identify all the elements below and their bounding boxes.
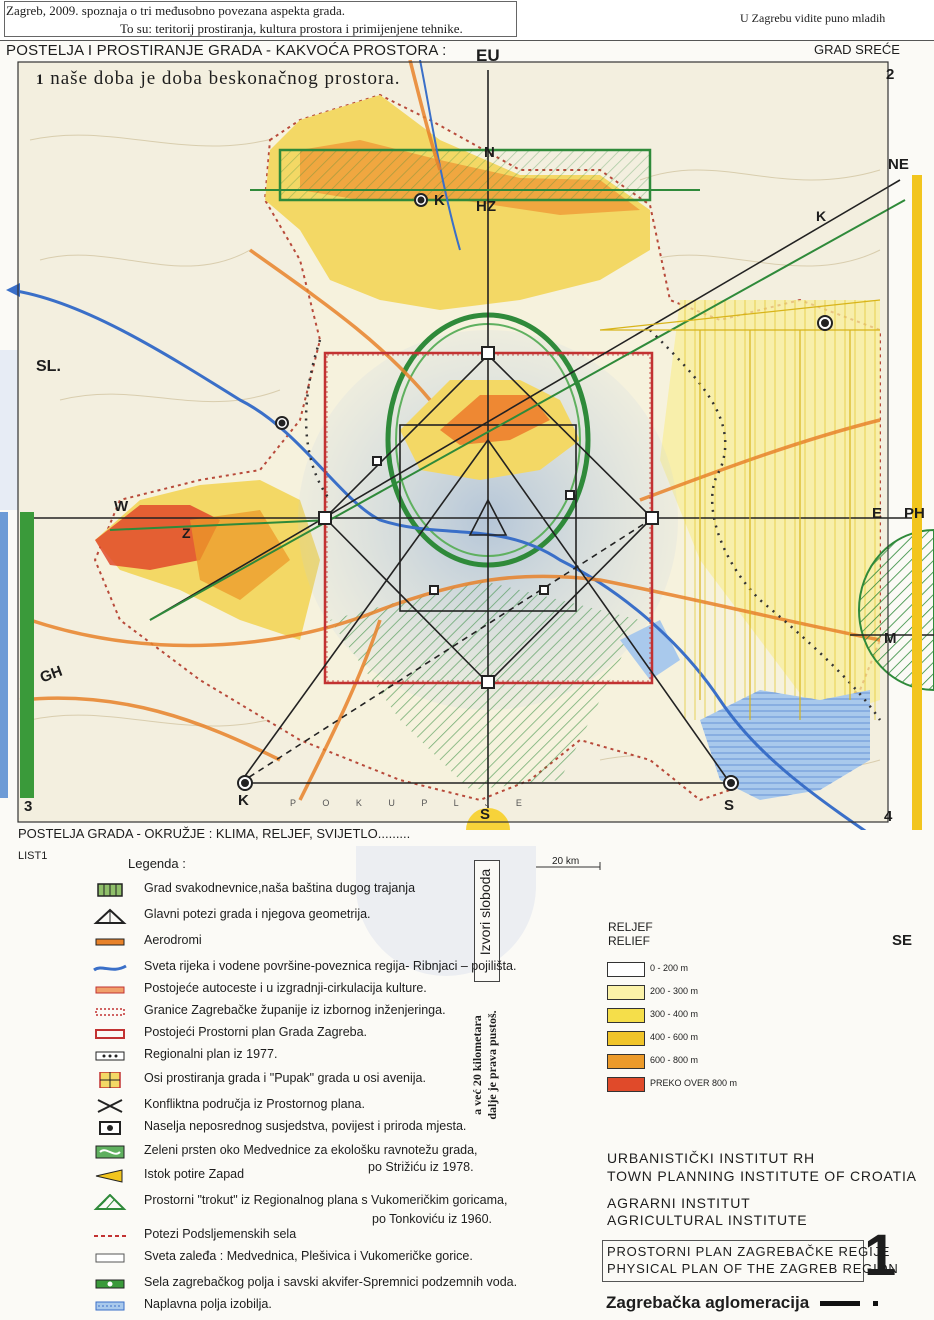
institute-urban-hr: URBANISTIČKI INSTITUT RH [607,1150,815,1166]
legend-item [92,1070,552,1092]
legend-symbol-icon [92,1098,128,1114]
label-m: M [884,630,897,647]
legend-symbol-icon [92,1250,128,1266]
scale-right-km: 20 km [552,856,580,867]
legend-item-label: Zeleni prsten oko Medvednice za ekološku ravnotežu grada, [144,1143,478,1157]
legend-item-label: Grad svakodnevnice,naša baština dugog trajanja [144,881,416,895]
legend-item-label: Sveta zaleđa : Medvednica, Plešivica i Vukomeričke gorice. [144,1249,473,1263]
legend-item-label: Potezi Podsljemenskih sela [144,1227,297,1241]
corner-number-1: 1 [36,72,45,88]
grad-srece-label: GRAD SREĆE [814,42,900,57]
legend-item-label: Granice Zagrebačke županije iz izbornog inženjeringa. [144,1003,446,1017]
legend-symbol-icon [92,1298,128,1314]
side-bar-blue-left [0,512,8,798]
legend-item [92,980,552,1002]
legend-symbol-icon [92,1120,128,1136]
label-pokuplje: P O K U P L J E [290,798,534,808]
relief-swatch [607,1077,645,1092]
map-top-title: POSTELJA I PROSTIRANJE GRADA - KAKVOĆA PROSTORA : [6,42,447,59]
legend-title: Legenda : [128,856,186,871]
legend-symbol-icon [92,1228,128,1244]
relief-class-label: 0 - 200 m [650,963,689,973]
label-ph: PH [904,505,925,522]
plan-title-en: PHYSICAL PLAN OF THE ZAGREB REGION [607,1261,899,1276]
legend-symbol-icon [92,1276,128,1292]
relief-swatch [607,1008,645,1023]
legend-symbol-icon [92,1194,128,1210]
label-hz: HZ [476,198,496,215]
label-ne: NE [888,156,909,173]
corner-number-2: 2 [886,66,895,83]
legend-item-label: Osi prostiranja grada i "Pupak" grada u osi avenija. [144,1071,426,1085]
legend-subnote-tonkovic: po Tonkoviću iz 1960. [372,1212,492,1226]
label-k-top: K [434,192,445,209]
legend-symbol-icon [92,1004,128,1020]
legend-item [92,1096,552,1118]
relief-title-en: RELIEF [608,934,651,948]
legend-item-label: Regionalni plan iz 1977. [144,1047,278,1061]
label-k-ne: K [816,208,827,224]
bottom-title: POSTELJA GRADA - OKRUŽJE : KLIMA, RELJEF, SVIJETLO......... [18,826,411,841]
legend-symbol-icon [92,1168,128,1184]
header-line-1: Zagreb, 2009. spoznaja o tri međusobno povezana aspekta grada. [6,3,345,18]
legend-item [92,1142,552,1164]
institute-urban-en: TOWN PLANNING INSTITUTE OF CROATIA [607,1168,917,1184]
relief-class-label: 200 - 300 m [650,986,699,996]
corner-quote [36,68,401,90]
plan-title-hr: PROSTORNI PLAN ZAGREBAČKE REGIJE [607,1244,891,1259]
header-right-note: U Zagrebu vidite puno mladih [740,11,886,25]
relief-swatch [607,1054,645,1069]
legend-subnote-strizic: po Strižiću iz 1978. [368,1160,474,1174]
sheet-label: LIST1 [18,850,48,862]
legend-item-label: Naplavna polja izobilja. [144,1297,272,1311]
legend-item-label: Aerodromi [144,933,202,947]
relief-class-label: 300 - 400 m [650,1009,699,1019]
legend-item [92,1274,552,1296]
legend-item [92,1248,552,1270]
label-s-right: S [724,797,735,814]
label-s: S [480,806,491,823]
legend-symbol-icon [92,1026,128,1042]
legend-item [92,1166,552,1188]
label-eu: EU [476,46,500,65]
legend-item-label: Istok potire Zapad [144,1167,245,1181]
legend-item [92,906,552,928]
bottom-caption: Zagrebačka aglomeracija [606,1293,878,1313]
institute-agrarian-hr: AGRARNI INSTITUT [607,1195,751,1211]
relief-swatch [607,962,645,977]
side-bar-green-left [20,512,34,798]
legend-symbol-icon [92,1144,128,1160]
label-n: N [484,144,495,161]
relief-class-label: 600 - 800 m [650,1055,699,1065]
corner-number-3: 3 [24,798,33,815]
legend-symbol-icon [92,882,128,898]
sheet-big-number: 1 [864,1223,897,1288]
legend-item-label: Sela zagrebačkog polja i savski akvifer-Spremnici podzemnih voda. [144,1275,518,1289]
legend-item [92,958,552,980]
label-gh: GH [37,662,65,687]
legend-symbol-icon [92,1048,128,1064]
legend-item [92,1192,552,1214]
legend-item-label: Prostorni "trokut" iz Regionalnog plana s Vukomeričkim goricama, [144,1193,508,1207]
label-z: Z [182,525,191,541]
legend-symbol-icon [92,908,128,924]
legend-item [92,880,552,902]
legend-item [92,1024,552,1046]
label-se: SE [892,932,913,949]
legend-item-label: Naselja neposrednog susjedstva, povijest i priroda mjesta. [144,1119,467,1133]
legend-item [92,1118,552,1140]
institute-agrarian-en: AGRICULTURAL INSTITUTE [607,1212,808,1228]
caption-dash [820,1301,860,1306]
pustos-note: a već 20 kilometara dalje je prava pustoš. [470,1010,499,1120]
corner-quote-text: naše doba je doba beskonačnog prostora. [50,68,401,89]
relief-class-label: PREKO OVER 800 m [650,1078,738,1088]
label-w: W [114,498,129,515]
legend-item [92,1296,552,1318]
izvori-sloboda-text: Izvori sloboda [477,868,493,956]
legend-item [92,1002,552,1024]
header [0,0,934,41]
legend-symbol-icon [92,982,128,998]
legend-item-label: Konfliktna područja iz Prostornog plana. [144,1097,365,1111]
legend-item-label: Sveta rijeka i vodene površine-poveznica regija- Ribnjaci – pojilišta. [144,959,517,973]
corner-number-4: 4 [884,808,893,825]
legend-item-label: Glavni potezi grada i njegova geometrija. [144,907,371,921]
relief-title-hr: RELJEF [608,920,653,934]
legend-item-label: Postojeće autoceste i u izgradnji-cirkulacija kulture. [144,981,427,995]
legend-symbol-icon [92,960,128,976]
label-k-bottom: K [238,792,249,809]
legend-item [92,1046,552,1068]
legend-item [92,1226,552,1248]
side-bar-yellow-right [912,175,922,830]
label-sl: SL. [36,358,61,375]
legend-item-label: Postojeći Prostorni plan Grada Zagreba. [144,1025,368,1039]
regional-map [0,60,934,830]
legend-symbol-icon [92,1072,128,1088]
relief-swatch [607,985,645,1000]
relief-swatch [607,1031,645,1046]
label-e: E [872,505,883,522]
legend-item [92,932,552,954]
header-line-2: To su: teritorij prostiranja, kultura prostora i primijenjene tehnike. [120,21,463,36]
relief-class-label: 400 - 600 m [650,1032,699,1042]
caption-dot [873,1301,878,1306]
legend-symbol-icon [92,934,128,950]
